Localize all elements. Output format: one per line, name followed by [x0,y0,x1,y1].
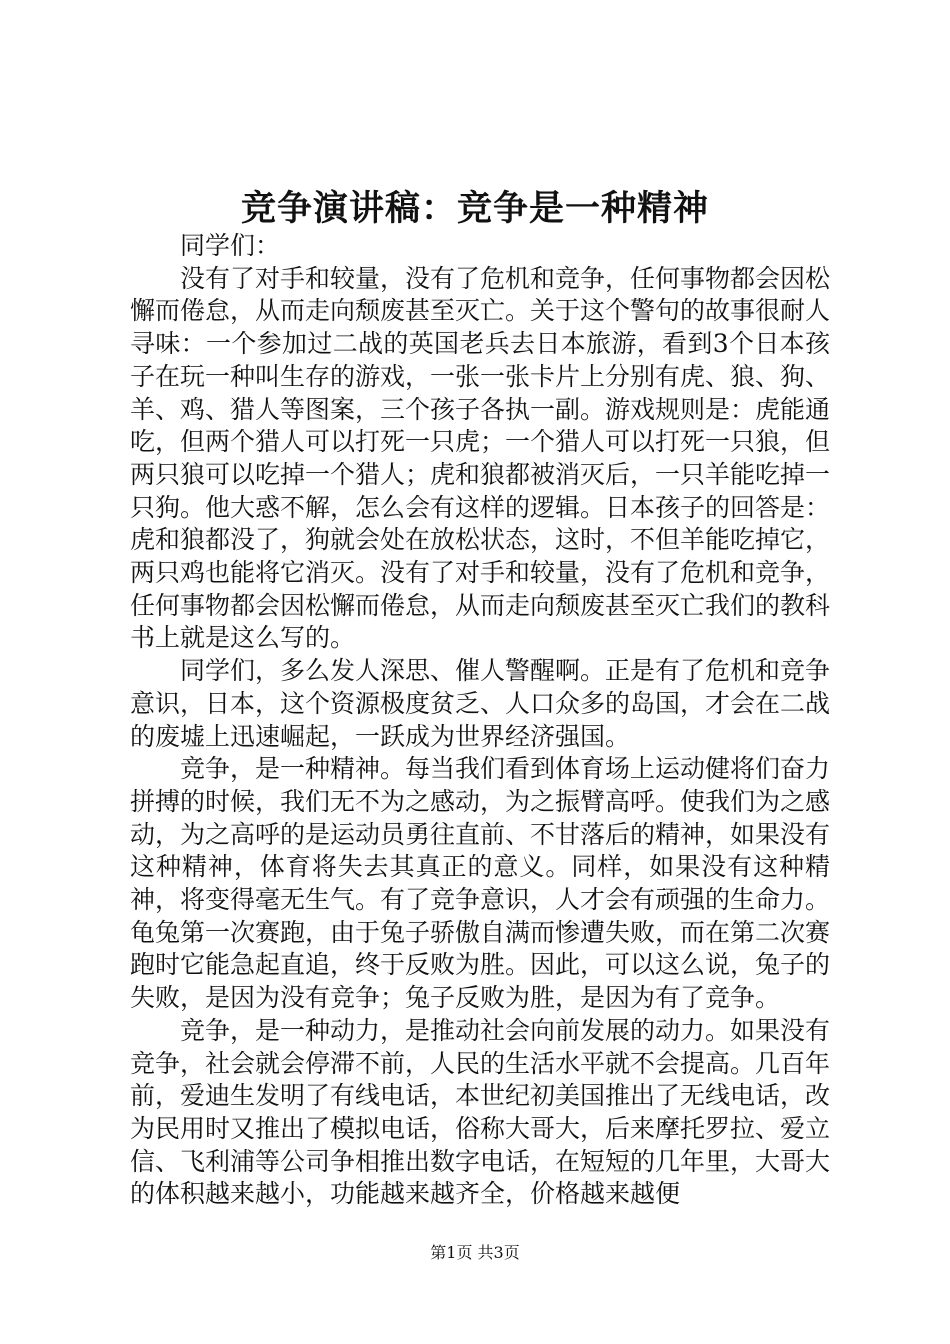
document-body [130,230,830,1211]
salutation: 同学们： [180,231,281,260]
page-footer: 第1页 共3页 [430,1243,520,1262]
paragraph: 没有了对手和较量，没有了危机和竞争，任何事物都会因松懈而倦怠，从而走向颓废甚至灭亡。关于这个警句的故事很耐人寻味：一个参加过二战的英国老兵去日本旅游，看到3个日本孩子在玩一种叫生存的游戏，一张一张卡片上分别有虎、狼、狗、羊、鸡、猎人等图案，三个孩子各执一副。游戏规则是：虎能通吃，但两个猎人可以打死一只虎；一个猎人可以打死一只狼，但两只狼可以吃掉一个猎人；虎和狼都被消灭后，一只羊能吃掉一只狗。他大惑不解，怎么会有这样的逻辑。日本孩子的回答是：虎和狼都没了，狗就会处在放松状态，这时，不但羊能吃掉它，两只鸡也能将它消灭。没有了对手和较量，没有了危机和竞争，任何事物都会因松懈而倦怠，从而走向颓废甚至灭亡我们的教科书上就是这么写的。 [130,263,831,653]
paragraph: 竞争，是一种动力，是推动社会向前发展的动力。如果没有竞争，社会就会停滞不前，人民的生活水平就不会提高。几百年前，爱迪生发明了有线电话，本世纪初美国推出了无线电话，改为民用时又推出了模拟电话，俗称大哥大，后来摩托罗拉、爱立信、飞利浦等公司争相推出数字电话，在短短的几年里，大哥大的体积越来越小，功能越来越齐全，价格越来越便 [130,1015,831,1209]
document-title: 竞争演讲稿：竞争是一种精神 [240,188,709,229]
paragraph: 竞争，是一种精神。每当我们看到体育场上运动健将们奋力拼搏的时候，我们无不为之感动，为之振臂高呼。使我们为之感动，为之高呼的是运动员勇往直前、不甘落后的精神，如果没有这种精神，体育将失去其真正的意义。同样，如果没有这种精神，将变得毫无生气。有了竞争意识，人才会有顽强的生命力。龟兔第一次赛跑，由于兔子骄傲自满而惨遭失败，而在第二次赛跑时它能急起直追，终于反败为胜。因此，可以这么说，兔子的失败，是因为没有竞争；兔子反败为胜，是因为有了竞争。 [130,754,831,1013]
paragraph: 同学们，多么发人深思、催人警醒啊。正是有了危机和竞争意识，日本，这个资源极度贫乏、人口众多的岛国，才会在二战的废墟上迅速崛起，一跃成为世界经济强国。 [130,656,831,751]
